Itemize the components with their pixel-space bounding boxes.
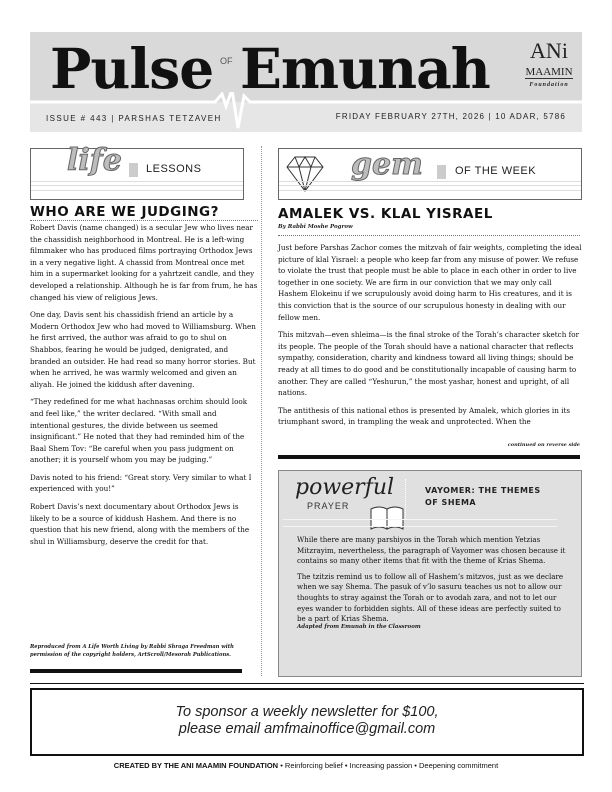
article-body [278, 242, 582, 428]
section-script-word: gem [351, 147, 423, 182]
footer-org: CREATED BY THE ANI MAAMIN FOUNDATION [113, 761, 279, 770]
issue-info: ISSUE # 443 | PARSHAS TETZAVEH [46, 114, 222, 123]
paragraph: The antithesis of this national ethos is presented by Amalek, which glories in its triumphant sword, in trampling the weak and unprotected. When the [278, 405, 571, 427]
prayer-title-line: OF SHEMA [425, 498, 477, 507]
ani-maamin-logo [520, 40, 578, 88]
paragraph: Just before Parshas Zachor comes the mitzvah of fair weights, completing the ideal picture of klal Yisrael: a people who keep far from any misuse of power. We refuse to violate the trust that people must be able to place in each other in order to live together in one society. We are firm in our conviction that we may only call Hashem Elokeinu if we scrupulously avoid doing harm to His creatures, and it is this conviction that is the source of our scrupulous honesty in dealing with our fellow men. [278, 243, 582, 322]
gray-bar-decoration [129, 163, 138, 177]
dotted-rule [278, 235, 580, 236]
gray-bar-decoration [437, 165, 446, 179]
title-emunah: Emunah [240, 36, 490, 101]
section-label: PRAYER [307, 501, 350, 511]
article-body [30, 222, 258, 553]
section-script-word: life [67, 143, 122, 178]
box-divider [405, 479, 406, 519]
article-headline: AMALEK VS. KLAL YISRAEL [278, 206, 493, 222]
sponsor-line: To sponsor a weekly newsletter for $100, [175, 704, 439, 720]
sponsor-email-line[interactable]: please email amfmainoffice@gmail.com [178, 721, 436, 737]
paragraph: One day, Davis sent his chassidish friend an article by a Modern Orthodox Jew who had moved to Williamsburg. When he first arrived, the author was afraid to go to shul on Shabbos, fearing he would be judged, denigrated, and branded an outsider. He had read so many horror stories. But when he arrived, he was warmly welcomed and given an aliyah. He joined the kiddush after davening. [30, 310, 256, 389]
logo-ani: ANi [530, 38, 568, 63]
gem-of-week-header [278, 148, 582, 200]
paragraph: This mitzvah—even shleima—is the final stroke of the Torah’s character sketch for its people. The people of the Torah should have a national character that reflects sympathy, consideration, charity and kindness toward all living things; should be ready at all times to do good and be constitutionally incapable of causing harm to another. They are called “Yeshurun,” the most yashar, honest and upright, of all nations. [278, 330, 580, 398]
footer [0, 761, 612, 770]
life-lessons-header [30, 143, 244, 200]
section-label: OF THE WEEK [455, 165, 537, 177]
dotted-rule [30, 220, 258, 221]
section-label: LESSONS [146, 163, 202, 175]
paragraph: While there are many parshiyos in the Torah which mention Yetzias Mitzrayim, nevertheless, the paragraph of Vayomer was chosen because it contains so many other items that fit with the theme of Krias Shema. [297, 535, 566, 566]
decorative-lines [31, 181, 243, 191]
title-pulse: Pulse [50, 36, 214, 101]
prayer-title-line: VAYOMER: THE THEMES [425, 486, 541, 495]
paragraph: “They redefined for me what hachnasas orchim should look and feel like,” the writer declared. “With small and intentional gestures, the divide between us seemed insignificant.” He noted that they had reminded him of the Baal Shem Tov: “Be careful when you pass judgment on another; it is yourself whom you may be judging.” [30, 397, 248, 465]
sponsor-box [30, 688, 584, 756]
prayer-body [297, 535, 569, 630]
masthead [30, 32, 582, 132]
paragraph: Robert Davis’s next documentary about Orthodox Jews is likely to be a source of kiddush Hashem. And there is no question that his new friend, along with the members of the shul in Williamsburg, deserve the credit for that. [30, 502, 250, 546]
section-end-rule [30, 669, 242, 673]
article-headline: WHO ARE WE JUDGING? [30, 204, 219, 220]
paragraph: The tzitzis remind us to follow all of Hashem’s mitzvos, just as we declare when we say Shema. The pasuk of v’lo sasuru teaches us not to allow our thoughts to stray against the Torah or to avodah zara, and not to let our eyes wander to forbidden sights. All of these ideas are perfectly suited to be a part of Krias Shema. [297, 571, 564, 624]
prayer-credit: Adapted from Emunah in the Classroom [297, 624, 421, 630]
powerful-prayer-box [278, 470, 582, 677]
title-of: OF [220, 56, 233, 66]
logo-foundation: Foundation [529, 82, 569, 88]
issue-date: FRIDAY FEBRUARY 27TH, 2026 | 10 ADAR, 5786 [335, 112, 566, 121]
paragraph: Robert Davis (name changed) is a secular Jew who lives near the chassidish neighborhood in Montreal. He is a left-wing filmmaker who has produced films portraying Orthodox Jews in a very negative light. A chassid from Montreal once met him in a supermarket looking for a yahrtzeit candle, and they developed a relationship. Although he is far from frum, he has changed his view of religious Jews. [30, 223, 258, 302]
paragraph: Davis noted to his friend: “Great story. Very similar to what I experienced with you!” [30, 472, 252, 494]
sponsor-message [32, 690, 582, 738]
open-book-icon [369, 505, 405, 531]
decorative-lines [283, 519, 557, 527]
section-end-rule [278, 455, 580, 459]
sponsor-top-rule [30, 683, 584, 684]
continued-note: continued on reverse side [507, 442, 580, 448]
section-script-word: powerful [295, 475, 395, 500]
logo-maamin: MAAMIN [525, 66, 573, 78]
prayer-title [425, 485, 541, 509]
column-divider [261, 146, 262, 676]
article-credit: Reproduced from A Life Worth Living by Rabbi Shraga Freedman with permission of the copyright holders, ArtScroll/Mesorah Publications. [30, 644, 234, 658]
footer-tagline: • Reinforcing belief • Increasing passion • Deepening commitment [278, 761, 499, 770]
decorative-lines [279, 181, 581, 191]
article-byline: By Rabbi Moshe Pogrow [278, 224, 353, 230]
